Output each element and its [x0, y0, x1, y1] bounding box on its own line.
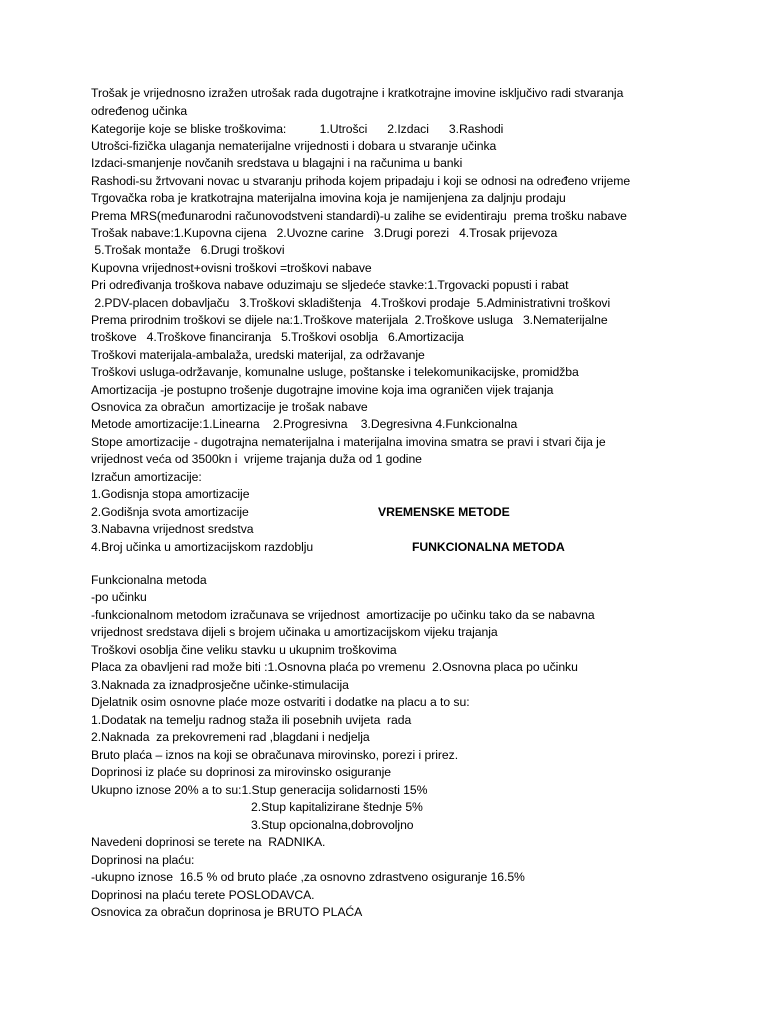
- text-line: 3.Naknada za iznadprosječne učinke-stimulacija: [91, 678, 349, 692]
- text-line: Osnovica za obračun doprinosa je BRUTO PLAĆA: [91, 905, 363, 919]
- text-line: 4.Broj učinka u amortizacijskom razdoblju: [91, 540, 314, 554]
- text-line: Trošak je vrijednosno izražen utrošak rada dugotrajne i kratkotrajne imovine isključivo radi stvaranja: [91, 86, 624, 100]
- text-line: Prema prirodnim troškovi se dijele na:1.Troškove materijala 2.Troškove usluga 3.Nematerijalne: [91, 313, 608, 327]
- text-line: 2.PDV-placen dobavljaču 3.Troškovi skladištenja 4.Troškovi prodaje 5.Administrativni troškovi: [91, 296, 611, 310]
- text-line: Troškovi materijala-ambalaža, uredski materijal, za održavanje: [91, 348, 425, 362]
- text-line: Doprinosi na plaću terete POSLODAVCA.: [91, 888, 315, 902]
- label-time-methods: VREMENSKE METODE: [378, 505, 510, 519]
- text-line: Osnovica za obračun amortizacije je trošak nabave: [91, 400, 368, 414]
- label-functional-method: FUNKCIONALNA METODA: [412, 540, 565, 554]
- text-line: određenog učinka: [91, 104, 188, 118]
- text-line: Bruto plaća – iznos na koji se obračunava mirovinsko, porezi i prirez.: [91, 748, 459, 762]
- text-line: 3.Stup opcionalna,dobrovoljno: [251, 818, 414, 832]
- text-line: Kategorije koje se bliske troškovima: 1.Utrošci 2.Izdaci 3.Rashodi: [91, 122, 504, 136]
- text-line: Izračun amortizacije:: [91, 470, 202, 484]
- text-line: Placa za obavljeni rad može biti :1.Osnovna plaća po vremenu 2.Osnovna placa po učinku: [91, 660, 578, 674]
- text-line: Djelatnik osim osnovne plaće moze ostvariti i dodatke na placu a to su:: [91, 695, 470, 709]
- text-line: 2.Naknada za prekovremeni rad ,blagdani i nedjelja: [91, 730, 370, 744]
- text-line: Stope amortizacije - dugotrajna nematerijalna i materijalna imovina smatra se pravi i stvari čija je: [91, 435, 606, 449]
- text-line: Pri određivanja troškova nabave oduzimaju se sljedeće stavke:1.Trgovacki popusti i rabat: [91, 278, 569, 292]
- text-line: Kupovna vrijednost+ovisni troškovi =troškovi nabave: [91, 261, 372, 275]
- text-line: 2.Godišnja svota amortizacije: [91, 505, 249, 519]
- text-line: Trgovačka roba je kratkotrajna materijalna imovina koja je namijenjena za daljnju prodaju: [91, 191, 566, 205]
- text-line: Funkcionalna metoda: [91, 573, 207, 587]
- text-line: Ukupno iznose 20% a to su:1.Stup generacija solidarnosti 15%: [91, 783, 428, 797]
- text-line: -ukupno iznose 16.5 % od bruto plaće ,za osnovno zdrastveno osiguranje 16.5%: [91, 870, 525, 884]
- text-line: Izdaci-smanjenje novčanih sredstava u blagajni i na računima u banki: [91, 156, 463, 170]
- text-line: 1.Godisnja stopa amortizacije: [91, 487, 250, 501]
- text-line: Trošak nabave:1.Kupovna cijena 2.Uvozne carine 3.Drugi porezi 4.Trosak prijevoza: [91, 226, 558, 240]
- text-line: 3.Nabavna vrijednost sredstva: [91, 522, 254, 536]
- text-line: vrijednost veća od 3500kn i vrijeme trajanja duža od 1 godine: [91, 452, 422, 466]
- text-line: Rashodi-su žrtvovani novac u stvaranju prihoda kojem pripadaju i koji se odnosi na određeno vrijeme: [91, 174, 631, 188]
- text-line: 2.Stup kapitalizirane štednje 5%: [251, 800, 423, 814]
- text-line: Troškovi osoblja čine veliku stavku u ukupnim troškovima: [91, 643, 397, 657]
- text-line: Amortizacija -je postupno trošenje dugotrajne imovine koja ima ograničen vijek trajanja: [91, 383, 554, 397]
- text-line: Metode amortizacije:1.Linearna 2.Progresivna 3.Degresivna 4.Funkcionalna: [91, 417, 518, 431]
- text-line: Prema MRS(međunarodni računovodstveni standardi)-u zalihe se evidentiraju prema trošku nabave: [91, 209, 627, 223]
- text-line: Doprinosi na plaću:: [91, 853, 195, 867]
- text-line: 1.Dodatak na temelju radnog staža ili posebnih uvijeta rada: [91, 713, 412, 727]
- text-line: Navedeni doprinosi se terete na RADNIKA.: [91, 835, 326, 849]
- text-line: Doprinosi iz plaće su doprinosi za mirovinsko osiguranje: [91, 765, 392, 779]
- text-line: -po učinku: [91, 590, 147, 604]
- text-line: 5.Trošak montaže 6.Drugi troškovi: [91, 243, 285, 257]
- text-line: -funkcionalnom metodom izračunava se vrijednost amortizacije po učinku tako da se nabavna: [91, 608, 595, 622]
- text-line: troškove 4.Troškove financiranja 5.Troškovi osoblja 6.Amortizacija: [91, 330, 464, 344]
- text-line: vrijednost sredstava dijeli s brojem učinaka u amortizacijskom vijeku trajanja: [91, 625, 498, 639]
- text-line: Troškovi usluga-održavanje, komunalne usluge, poštanske i telekomunikacijske, promidžba: [91, 365, 579, 379]
- text-line: Utrošci-fizička ulaganja nematerijalne vrijednosti i dobara u stvaranje učinka: [91, 139, 497, 153]
